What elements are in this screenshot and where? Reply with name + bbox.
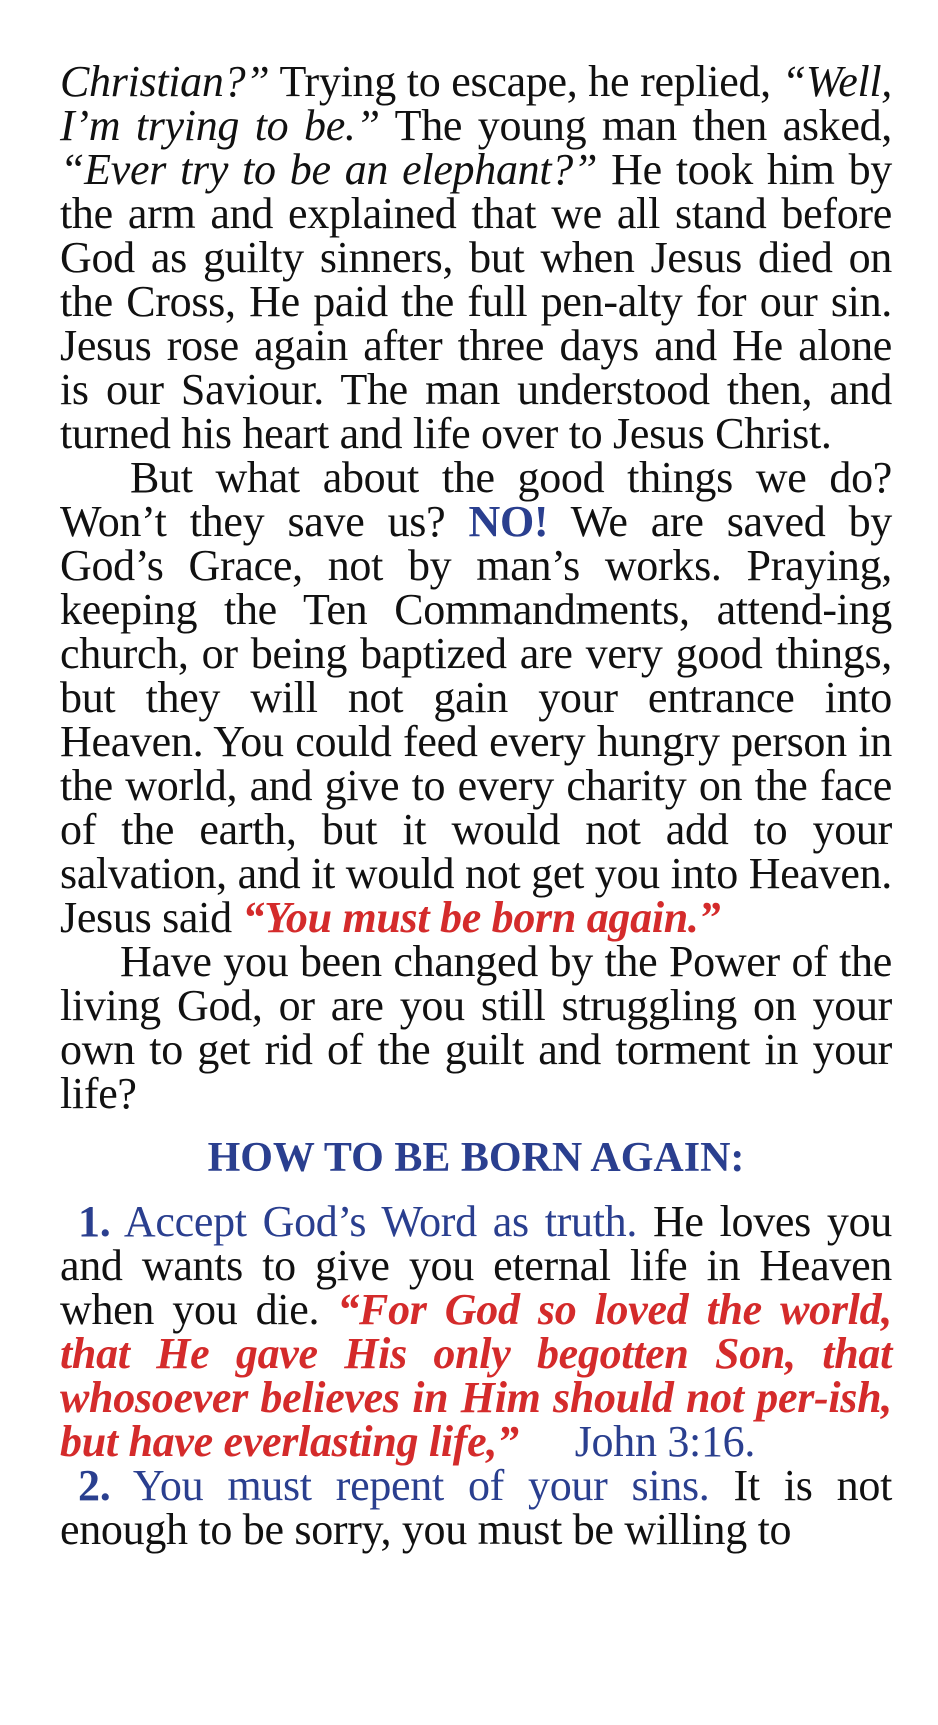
step-1 bbox=[60, 1197, 892, 1466]
body-text: The young man then asked, bbox=[379, 101, 892, 150]
body-text: It is not enough to be sorry, you must be willing to bbox=[60, 1461, 892, 1554]
scripture-reference: John 3:16. bbox=[574, 1417, 756, 1466]
step-2 bbox=[60, 1461, 892, 1554]
body-text: We are saved by God’s Grace, not by man’s works. Praying, keeping the Ten Commandments, attend-ing church, or being baptized are very good things, but they will not gain your entrance into Heaven. You could feed every hungry person in the world, and give to every charity on the face of the earth, but it would not add to your salvation, and it would not get you into Heaven. Jesus said bbox=[60, 497, 892, 942]
step-number: 1. bbox=[78, 1197, 111, 1246]
emphasis-no: NO! bbox=[468, 497, 549, 546]
body-text: Have you been changed by the Power of the living God, or are you still struggling on your own to get rid of the guilt and torment in your life? bbox=[60, 937, 892, 1118]
italic-quote: “Ever try to be an elephant?” bbox=[60, 145, 598, 194]
step-title: Accept God’s Word as truth. bbox=[123, 1197, 638, 1246]
body-text: He took him by the arm and explained that we all stand before God as guilty sinners, but when Jesus died on the Cross, He paid the full pen-alty for our sin. Jesus rose again after three days and He alone is our Saviour. The man understood then, and turned his heart and life over to Jesus Christ. bbox=[60, 145, 892, 458]
scripture-quote: “For God so loved the world, that He gave His only begotten Son, that whosoever believes in Him should not per-ish, but have everlasting life,” bbox=[60, 1285, 892, 1466]
paragraph-testimony bbox=[60, 57, 892, 458]
section-heading: HOW TO BE BORN AGAIN: bbox=[207, 1135, 745, 1181]
body-text: Trying to escape, he replied, bbox=[269, 57, 782, 106]
body-text: He loves you and wants to give you eternal life in Heaven when you die. bbox=[60, 1197, 892, 1334]
scripture-quote: “You must be born again.” bbox=[242, 893, 721, 942]
body-text: But what about the good things we do? Won’t they save us? bbox=[60, 453, 892, 546]
italic-quote: “Well, I’m trying to be.” bbox=[60, 57, 892, 150]
paragraph-good-works bbox=[60, 453, 892, 942]
italic-quote: Christian?” bbox=[60, 57, 270, 106]
page-body bbox=[60, 57, 892, 1554]
step-number: 2. bbox=[78, 1461, 111, 1510]
step-title: You must repent of your sins. bbox=[132, 1461, 710, 1510]
paragraph-question bbox=[60, 937, 892, 1118]
